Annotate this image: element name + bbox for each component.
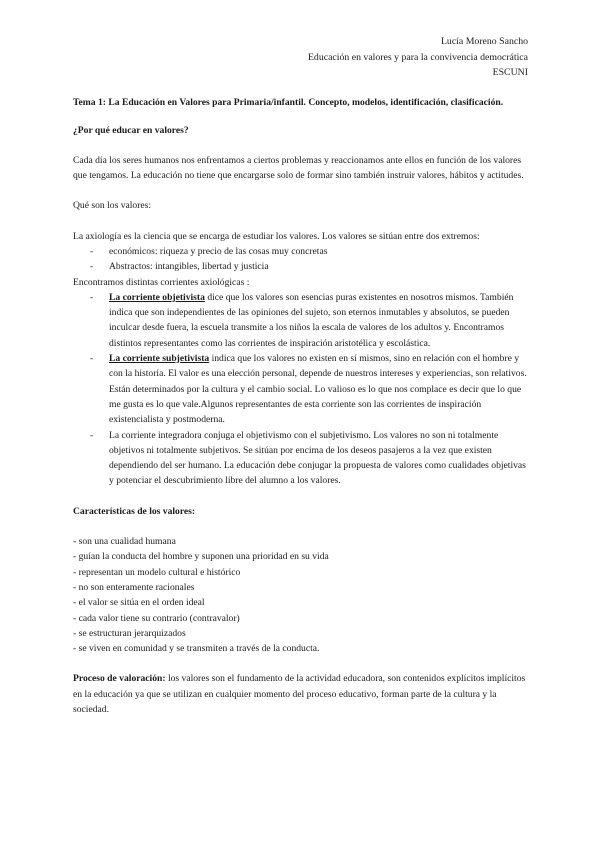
list-item: - La corriente objetivista dice que los valores son esencias puras existentes en nosotros mismos. También indica que son independientes de las opiniones del sujeto, son eternos inmutables y absolutos, se pueden inculcar desde fuera, la escuela transmite a los niños la escala de valores de los adultos y. Encontramos distintos representantes como las corrientes de inspiración aristotélica y escolástica.	[90, 291, 514, 349]
valuation-text: los valores son el fundamento de la actividad educadora, son contenidos explícitos implícitos en la educación ya que se utilizan en cualquier momento del proceso educativo, forman parte de la cultura y la sociedad.	[73, 673, 526, 715]
subjectivist-label: La corriente subjetivista	[109, 353, 210, 365]
characteristics-heading: Características de los valores:	[73, 505, 196, 517]
list-item: - guían la conducta del hombre y suponen una prioridad en su vida	[73, 551, 329, 563]
list-item: - La corriente integradora conjuga el objetivismo con el subjetivismo. Los valores no son ni totalmente objetivos ni totalmente subjetivos. Se sitúan por encima de los deseos pasajeros a la vez que existen dependiendo del ser humano. La educación debe conjugar la propuesta de valores como cualidades objetivas y potenciar el descubrimiento libre del alumno a los valores.	[90, 429, 526, 487]
extreme-economic: económicos: riqueza y precio de las cosas muy concretas	[109, 245, 328, 257]
author-name: Lucía Moreno Sancho	[440, 36, 528, 47]
list-item: - no son enteramente racionales	[73, 581, 195, 593]
list-item: - se estructuran jerarquizados	[73, 627, 186, 639]
course-subject: Educación en valores y para la convivencia democrática	[307, 51, 528, 63]
currents-intro: Encontramos distintas corrientes axiológicas :	[73, 276, 250, 288]
integrator-text: La corriente integradora conjuga el objetivismo con el subjetivismo. Los valores no son ni totalmente objetivos ni totalmente subjetivos. Se sitúan por encima de los deseos pasajeros a la vez que existen dependiendo del ser humano. La educación debe conjugar la propuesta de valores como cualidades objetivas y potenciar el descubrimiento libre del alumno a los valores.	[109, 429, 526, 487]
what-are-values-line: Qué son los valores:	[73, 200, 152, 212]
page-header	[308, 34, 528, 81]
document-body	[73, 96, 529, 717]
list-item: - representan un modelo cultural e histórico	[73, 566, 241, 578]
why-heading: ¿Por qué educar en valores?	[73, 124, 189, 136]
topic-title: Tema 1: La Educación en Valores para Primaria/infantil. Concepto, modelos, identificación, clasificación.	[73, 97, 504, 108]
valuation-label: Proceso de valoración:	[73, 673, 166, 685]
extremes-list	[73, 244, 529, 275]
why-paragraph: Cada día los seres humanos nos enfrentamos a ciertos problemas y reaccionamos ante ellos en función de los valores que tengamos. La educación no tiene que encargarse solo de formar sino también instruir valores, hábitos y actitudes.	[73, 154, 524, 182]
list-item: - Abstractos: intangibles, libertad y justicia	[90, 261, 269, 273]
list-item: - son una cualidad humana	[73, 536, 176, 548]
axiology-intro: La axiología es la ciencia que se encarga de estudiar los valores. Los valores se sitúan entre dos extremos:	[73, 230, 480, 242]
subjectivist-text: indica que los valores no existen en sí mismos, sino en relación con el hombre y con la historia. El valor es una elección personal, depende de nuestros intereses y experiencias, son relativos. Están determinados por la cultura y el cambio social. Lo valioso es lo que nos complace es decir que lo que me gusta es lo que vale.Algunos representantes de esta corriente son las corrientes de inspiración existencialista y postmoderna.	[109, 353, 527, 426]
objectivist-text: dice que los valores son esencias puras existentes en nosotros mismos. También indica que son independientes de las opiniones del sujeto, son eternos inmutables y absolutos, se pueden inculcar desde fuera, la escuela transmite a los niños la escala de valores de los adultos y. Encontramos distintos representantes como las corrientes de inspiración aristotélica y escolástica.	[109, 291, 514, 349]
institution-name: ESCUNI	[492, 67, 528, 79]
objectivist-label: La corriente objetivista	[109, 291, 205, 303]
list-item: - cada valor tiene su contrario (contravalor)	[73, 612, 240, 624]
list-item: - económicos: riqueza y precio de las cosas muy concretas	[90, 245, 328, 257]
list-item: - se viven en comunidad y se transmiten a través de la conducta.	[73, 643, 320, 655]
list-item: - La corriente subjetivista indica que los valores no existen en sí mismos, sino en relación con el hombre y con la historia. El valor es una elección personal, depende de nuestros intereses y experiencias, son relativos. Están determinados por la cultura y el cambio social. Lo valioso es lo que nos complace es decir que lo que me gusta es lo que vale.Algunos representantes de esta corriente son las corrientes de inspiración existencialista y postmoderna.	[90, 353, 527, 426]
valuation-paragraph	[73, 671, 529, 717]
currents-list	[73, 290, 529, 489]
characteristics-list	[73, 534, 529, 656]
extreme-abstract: Abstractos: intangibles, libertad y justicia	[109, 261, 269, 273]
list-item: - el valor se sitúa en el orden ideal	[73, 597, 205, 609]
